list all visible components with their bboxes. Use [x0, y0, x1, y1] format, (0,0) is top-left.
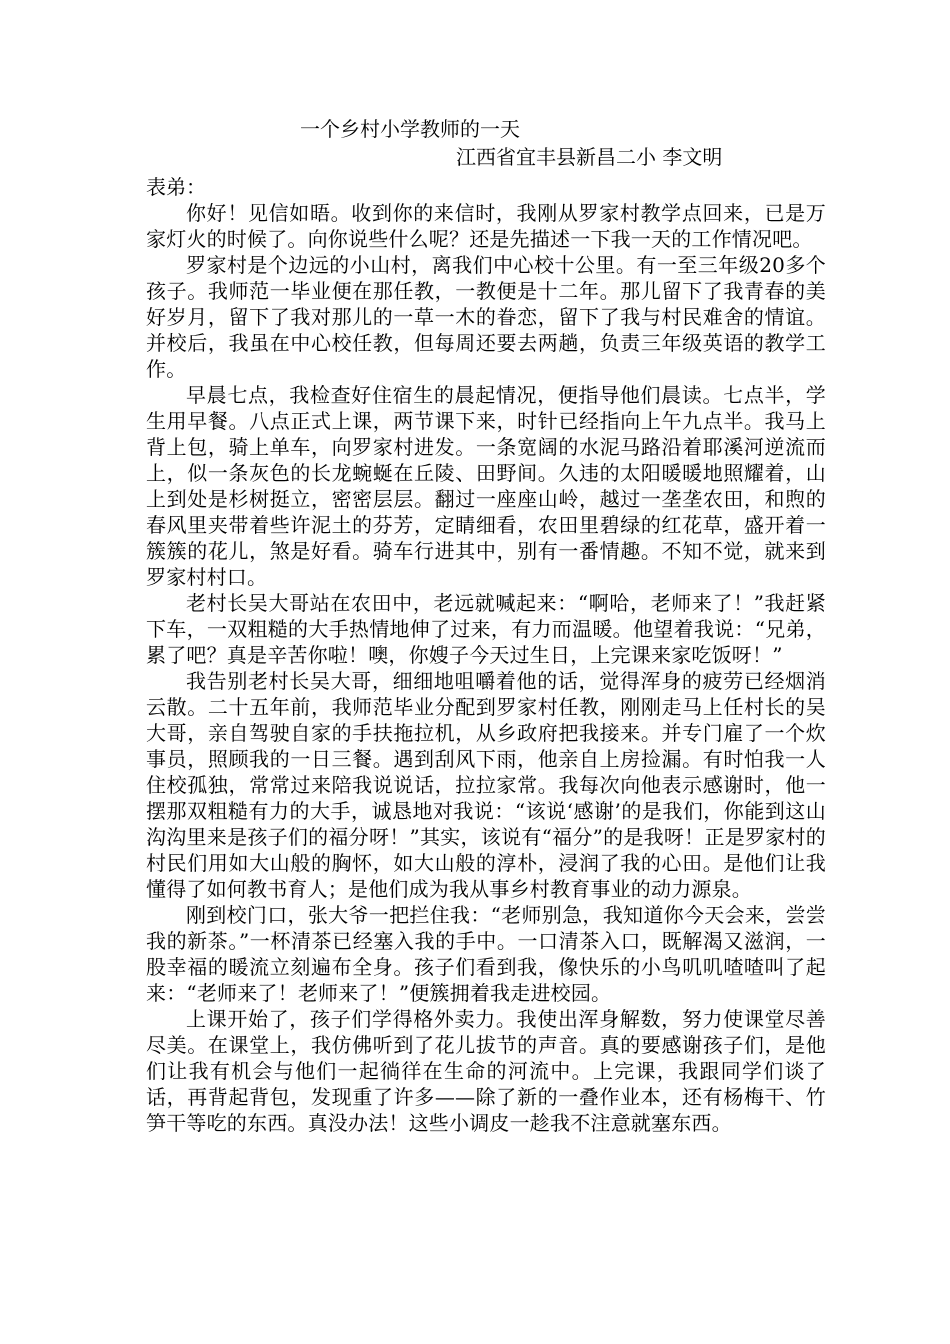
letter-body	[146, 200, 826, 1136]
paragraph: 老村长吴大哥站在农田中，老远就喊起来：“啊哈，老师来了！”我赶紧下车，一双粗糙的大手热情地伸了过来，有力而温暖。他望着我说：“兄弟，累了吧？真是辛苦你啦！噢，你嫂子今天过生日，上完课来家吃饭呀！”	[146, 591, 826, 667]
document-author: 江西省宜丰县新昌二小 李文明	[456, 145, 723, 169]
paragraph: 刚到校门口，张大爷一把拦住我：“老师别急，我知道你今天会来，尝尝我的新茶。”一杯清茶已经塞入我的手中。一口清茶入口，既解渴又滋润，一股幸福的暖流立刻遍布全身。孩子们看到我，像快乐的小鸟叽叽喳喳叫了起来：“老师来了！老师来了！”便簇拥着我走进校园。	[146, 903, 826, 1005]
paragraph: 早晨七点，我检查好住宿生的晨起情况，便指导他们晨读。七点半，学生用早餐。八点正式上课，两节课下来，时针已经指向上午九点半。我马上背上包，骑上单车，向罗家村进发。一条宽阔的水泥马路沿着耶溪河逆流而上，似一条灰色的长龙蜿蜒在丘陵、田野间。久违的太阳暖暖地照耀着，山上到处是杉树挺立，密密层层。翻过一座座山岭，越过一垄垄农田，和煦的春风里夹带着些许泥土的芬芳，定睛细看，农田里碧绿的红花草，盛开着一簇簇的花儿，煞是好看。骑车行进其中，别有一番情趣。不知不觉，就来到罗家村村口。	[146, 383, 826, 589]
paragraph: 我告别老村长吴大哥，细细地咀嚼着他的话，觉得浑身的疲劳已经烟消云散。二十五年前，我师范毕业分配到罗家村任教，刚刚走马上任村长的吴大哥，亲自驾驶自家的手扶拖拉机，从乡政府把我接来。并专门雇了一个炊事员，照顾我的一日三餐。遇到刮风下雨，他亲自上房捡漏。有时怕我一人住校孤独，常常过来陪我说说话，拉拉家常。我每次向他表示感谢时，他一摆那双粗糙有力的大手，诚恳地对我说：“该说‘感谢’的是我们，你能到这山沟沟里来是孩子们的福分呀！”其实，该说有“福分”的是我呀！正是罗家村的村民们用如大山般的胸怀，如大山般的淳朴，浸润了我的心田。是他们让我懂得了如何教书育人；是他们成为我从事乡村教育事业的动力源泉。	[146, 669, 826, 901]
paragraph: 罗家村是个边远的小山村，离我们中心校十公里。有一至三年级20多个孩子。我师范一毕业便在那任教，一教便是十二年。那儿留下了我青春的美好岁月，留下了我对那儿的一草一木的眷恋，留下了我与村民难舍的情谊。并校后，我虽在中心校任教，但每周还要去两趟，负责三年级英语的教学工作。	[146, 253, 826, 381]
paragraph: 你好！见信如晤。收到你的来信时，我刚从罗家村教学点回来，已是万家灯火的时候了。向你说些什么呢？还是先描述一下我一天的工作情况吧。	[146, 201, 826, 251]
document-title: 一个乡村小学教师的一天	[300, 117, 520, 141]
salutation: 表弟：	[146, 175, 206, 199]
paragraph: 上课开始了，孩子们学得格外卖力。我使出浑身解数，努力使课堂尽善尽美。在课堂上，我仿佛听到了花儿拔节的声音。真的要感谢孩子们，是他们让我有机会与他们一起徜徉在生命的河流中。上完课，我跟同学们谈了话，再背起背包，发现重了许多——除了新的一叠作业本，还有杨梅干、竹笋干等吃的东西。真没办法！这些小调皮一趁我不注意就塞东西。	[146, 1007, 826, 1135]
